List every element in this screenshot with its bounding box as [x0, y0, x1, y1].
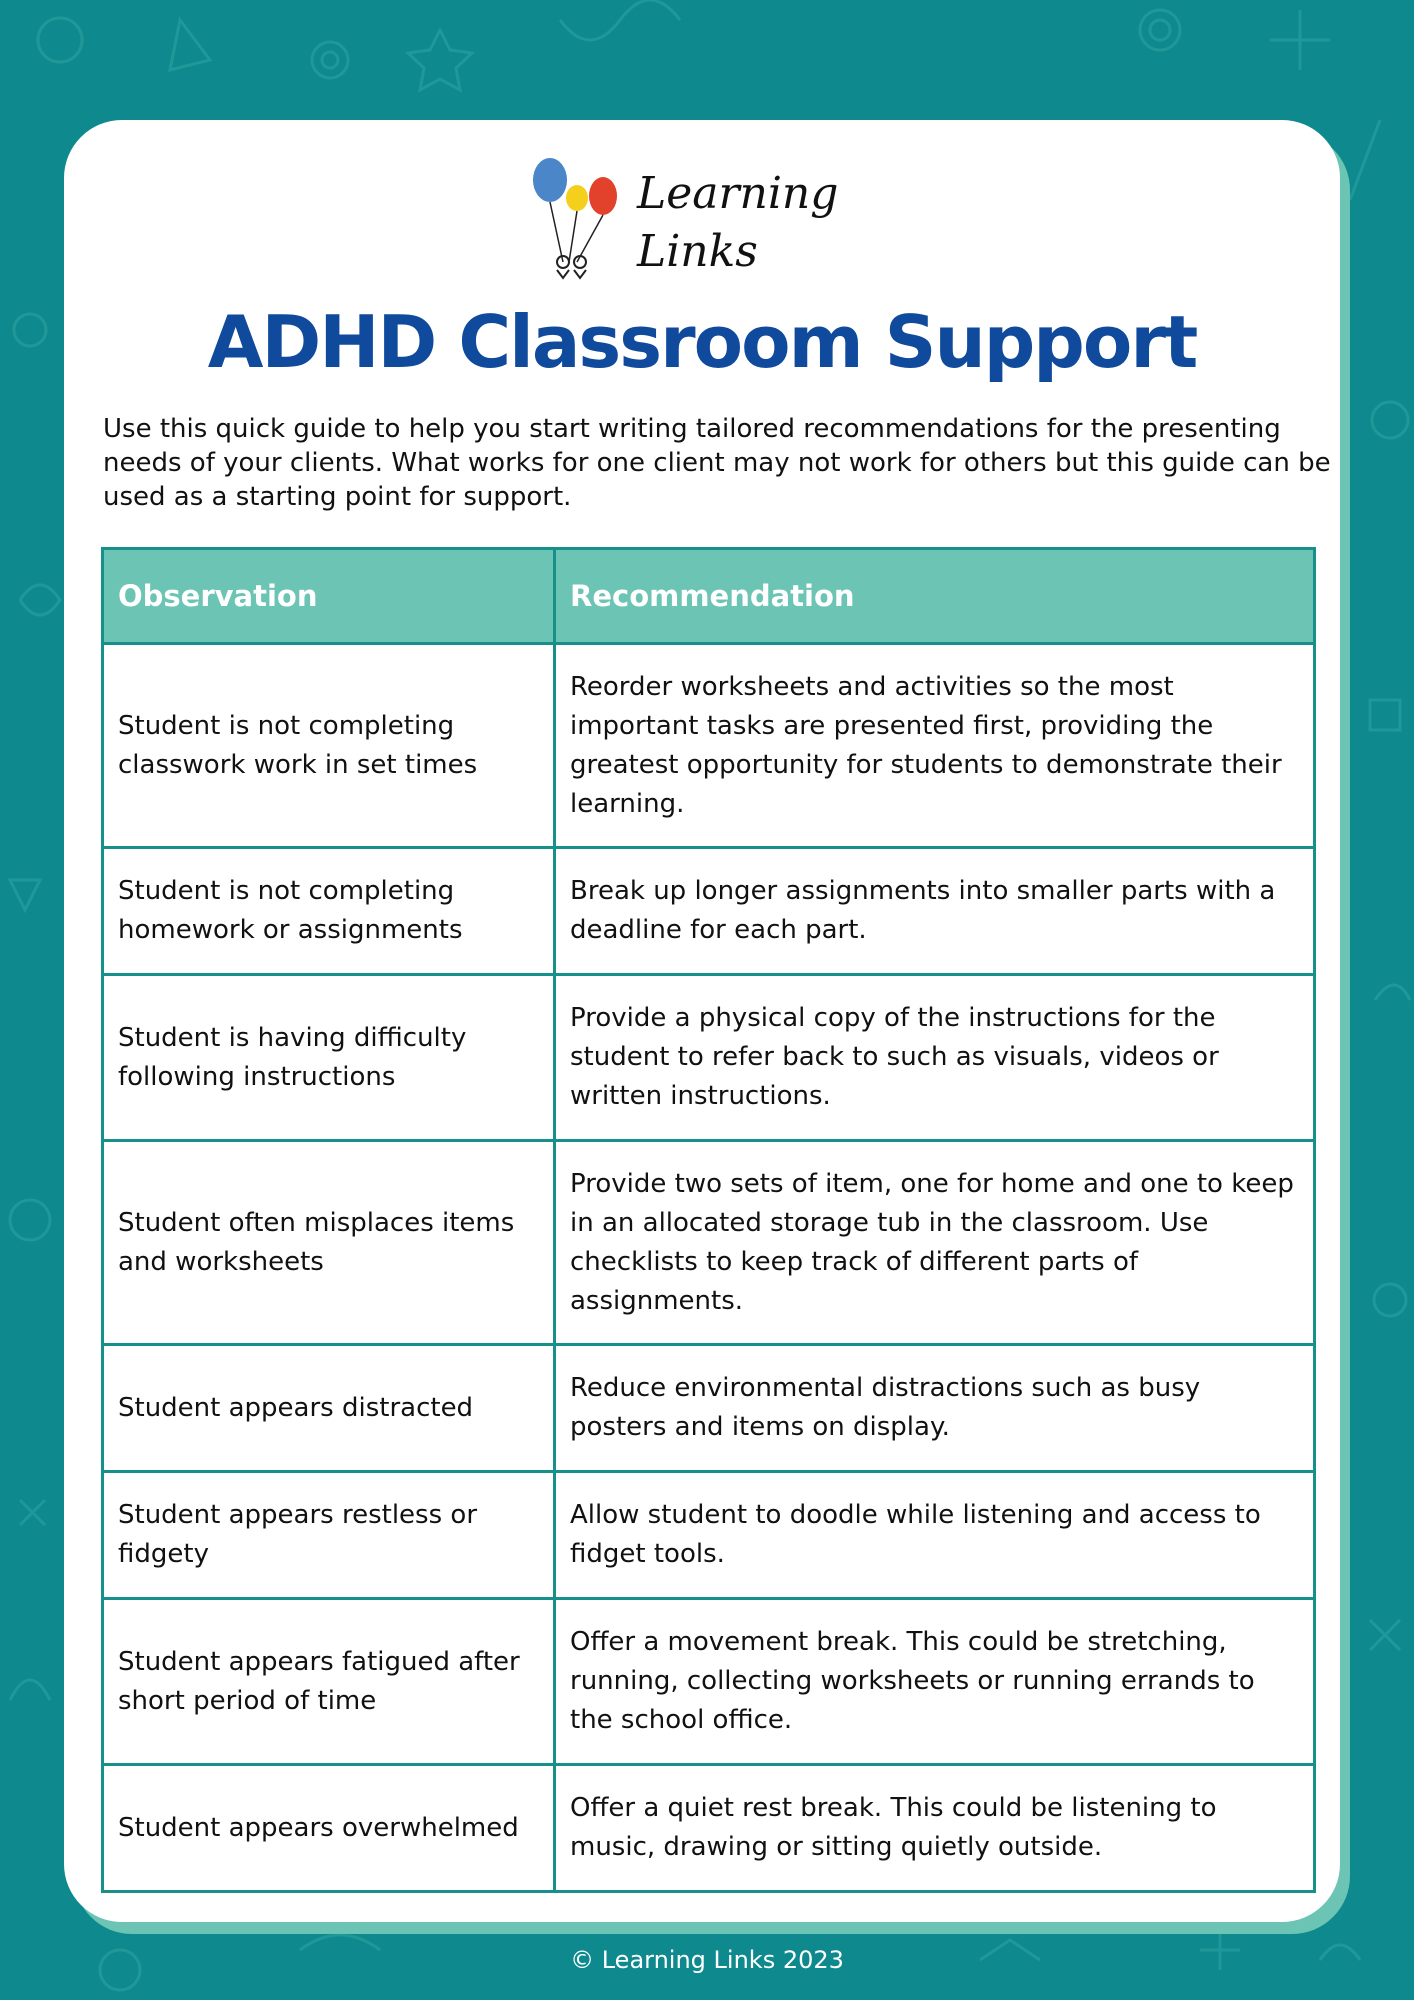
table-row — [103, 975, 1315, 1141]
recommendation-cell: Reorder worksheets and activities so the most important tasks are presented first, providing the greatest opportunity for students to demonstrate their learning. — [555, 644, 1315, 848]
table-row — [103, 1599, 1315, 1765]
observation-cell: Student appears fatigued after short period of time — [103, 1599, 555, 1765]
observation-cell: Student is having difficulty following instructions — [103, 975, 555, 1141]
intro-paragraph: Use this quick guide to help you start writing tailored recommendations for the presenting needs of your clients. What works for one client may not work for others but this guide can be used as a starting point for support. — [103, 414, 1331, 512]
logo-text-line2: Links — [637, 226, 758, 277]
table-row — [103, 644, 1315, 848]
guide-table — [101, 547, 1316, 1893]
table-row — [103, 1141, 1315, 1345]
observation-cell: Student is not completing homework or assignments — [103, 848, 555, 975]
recommendation-cell: Reduce environmental distractions such as busy posters and items on display. — [555, 1345, 1315, 1472]
recommendation-cell: Allow student to doodle while listening and access to fidget tools. — [555, 1472, 1315, 1599]
logo-text-line1: Learning — [637, 168, 839, 219]
header-observation: Observation — [103, 549, 555, 644]
footer-copyright: © Learning Links 2023 — [570, 1946, 844, 1974]
table-row — [103, 848, 1315, 975]
recommendation-cell: Offer a quiet rest break. This could be listening to music, drawing or sitting quietly outside. — [555, 1765, 1315, 1892]
table-header-row — [103, 549, 1315, 644]
table-row — [103, 1472, 1315, 1599]
table-row — [103, 1765, 1315, 1892]
recommendation-cell: Offer a movement break. This could be stretching, running, collecting worksheets or running errands to the school office. — [555, 1599, 1315, 1765]
observation-cell: Student appears overwhelmed — [103, 1765, 555, 1892]
page-title: ADHD Classroom Support — [207, 300, 1197, 384]
observation-cell: Student often misplaces items and worksheets — [103, 1141, 555, 1345]
observation-cell: Student appears distracted — [103, 1345, 555, 1472]
table-row — [103, 1345, 1315, 1472]
observation-cell: Student appears restless or fidgety — [103, 1472, 555, 1599]
recommendation-cell: Provide two sets of item, one for home and one to keep in an allocated storage tub in the classroom. Use checklists to keep track of different parts of assignments. — [555, 1141, 1315, 1345]
observation-cell: Student is not completing classwork work in set times — [103, 644, 555, 848]
recommendation-cell: Break up longer assignments into smaller parts with a deadline for each part. — [555, 848, 1315, 975]
recommendation-cell: Provide a physical copy of the instructions for the student to refer back to such as visuals, videos or written instructions. — [555, 975, 1315, 1141]
header-recommendation: Recommendation — [555, 549, 1315, 644]
